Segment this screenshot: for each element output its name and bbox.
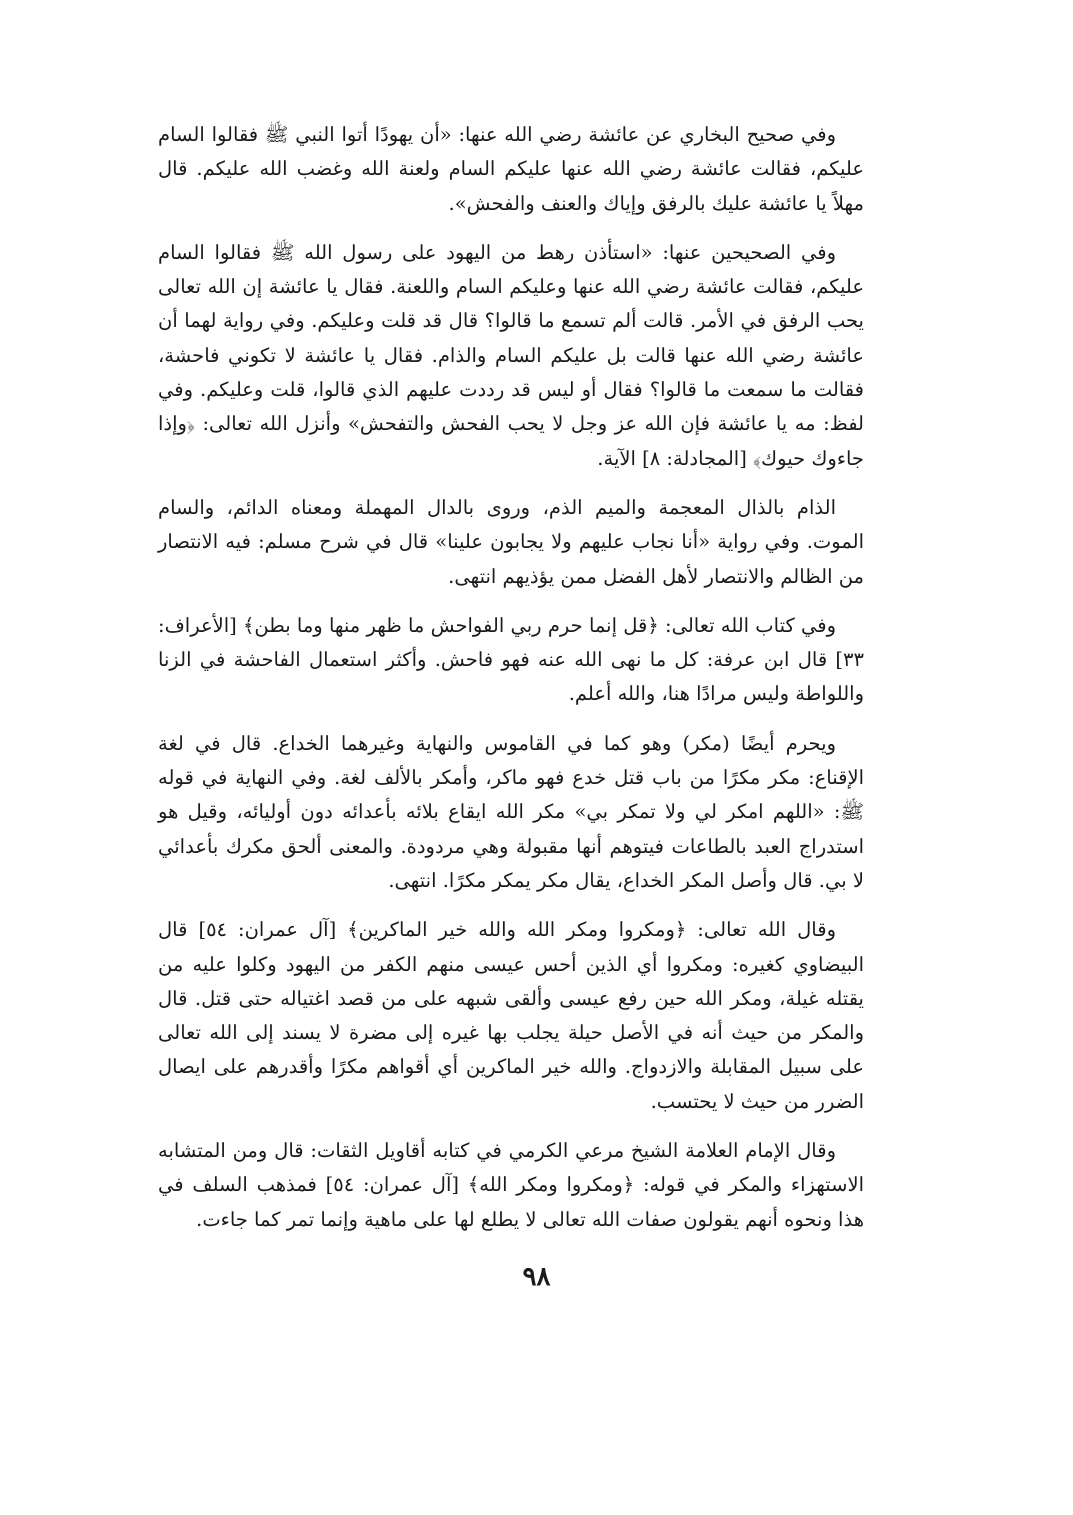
paragraph-fawahish-verse: وفي كتاب الله تعالى: ﴿قل إنما حرم ربي الفواحش ما ظهر منها وما بطن﴾ [الأعراف: ٣٣] قال ابن عرفة: كل ما نهى الله عنه فهو فاحش. وأكثر استعمال الفاحشة في الزنا واللواطة وليس مرادًا هنا، والله أعلم. bbox=[158, 613, 864, 706]
page-number: ٩٨ bbox=[522, 1262, 551, 1292]
paragraph-dham-explanation: الذام بالذال المعجمة والميم الذم، وروى بالدال المهملة ومعناه الدائم، والسام الموت. وفي رواية «أنا نجاب عليهم ولا يجابون علينا» قال في شرح مسلم: فيه الانتصار من الظالم والانتصار لأهل الفضل ممن يؤذيهم انتهى. bbox=[158, 495, 864, 588]
paragraph-makr-definition: ويحرم أيضًا (مكر) وهو كما في القاموس والنهاية وغيرهما الخداع. قال في لغة الإقناع: مكر مكرًا من باب قتل خدع فهو ماكر، وأمكر بالألف لغة. وفي النهاية في قوله ﷺ: «اللهم امكر لي ولا تمكر بي» مكر الله ايقاع بلائه بأعدائه دون أوليائه، وقيل هو استدراج العبد بالطاعات فيتوهم أنها مقبولة وهي مردودة. والمعنى ألحق مكرك بأعدائي لا بي. قال وأصل المكر الخداع، يقال مكر يمكر مكرًا. انتهى. bbox=[158, 731, 864, 892]
page-body bbox=[158, 118, 864, 1252]
paragraph-baydawi-commentary: وقال الله تعالى: ﴿ومكروا ومكر الله والله خير الماكرين﴾ [آل عمران: ٥٤] قال البيضاوي كغيره: ومكروا أي الذين أحس عيسى منهم الكفر من اليهود وكلوا عليه من يقتله غيلة، ومكر الله حين رفع عيسى وألقى شبهه على من قصد اغتياله حتى قتل. قال والمكر من حيث أنه في الأصل حيلة يجلب بها غيره إلى مضرة لا يسند إلى الله تعالى على سبيل المقابلة والازدواج. والله خير الماكرين أي أقواهم مكرًا وأقدرهم على ايصال الضرر من حيث لا يحتسب. bbox=[158, 918, 864, 1113]
paragraph-sahihayn-hadith: وفي الصحيحين عنها: «استأذن رهط من اليهود على رسول الله ﷺ فقالوا السام عليكم، فقالت عائشة رضي الله عنها وعليكم السام واللعنة. فقال يا عائشة إن الله تعالى يحب الرفق في الأمر. قالت ألم تسمع ما قالوا؟ قال قد قلت وعليكم. وفي رواية لهما أن عائشة رضي الله عنها قالت بل عليكم السام والذام. فقال يا عائشة لا تكوني فاحشة، فقالت ما سمعت ما قالوا؟ فقال أو ليس قد رددت عليهم الذي قالوا، قلت وعليكم. وفي لفظ: مه يا عائشة فإن الله عز وجل لا يحب الفحش والتفحش» وأنزل الله تعالى: ﴿وإذا جاءوك حيوك﴾ [المجادلة: ٨] الآية. bbox=[158, 240, 864, 470]
paragraph-bukhari-hadith: وفي صحيح البخاري عن عائشة رضي الله عنها: «أن يهودًا أتوا النبي ﷺ فقالوا السام عليكم، فقالت عائشة رضي الله عنها عليكم السام ولعنة الله وغضب الله عليكم. قال مهلاً يا عائشة عليك بالرفق وإياك والعنف والفحش». bbox=[158, 123, 864, 215]
paragraph-karmi-quote: وقال الإمام العلامة الشيخ مرعي الكرمي في كتابه أقاويل الثقات: قال ومن المتشابه الاستهزاء والمكر في قوله: ﴿ومكروا ومكر الله﴾ [آل عمران: ٥٤] فمذهب السلف في هذا ونحوه أنهم يقولون صفات الله تعالى لا يطلع لها على ماهية وإنما تمر كما جاءت. bbox=[158, 1139, 864, 1231]
